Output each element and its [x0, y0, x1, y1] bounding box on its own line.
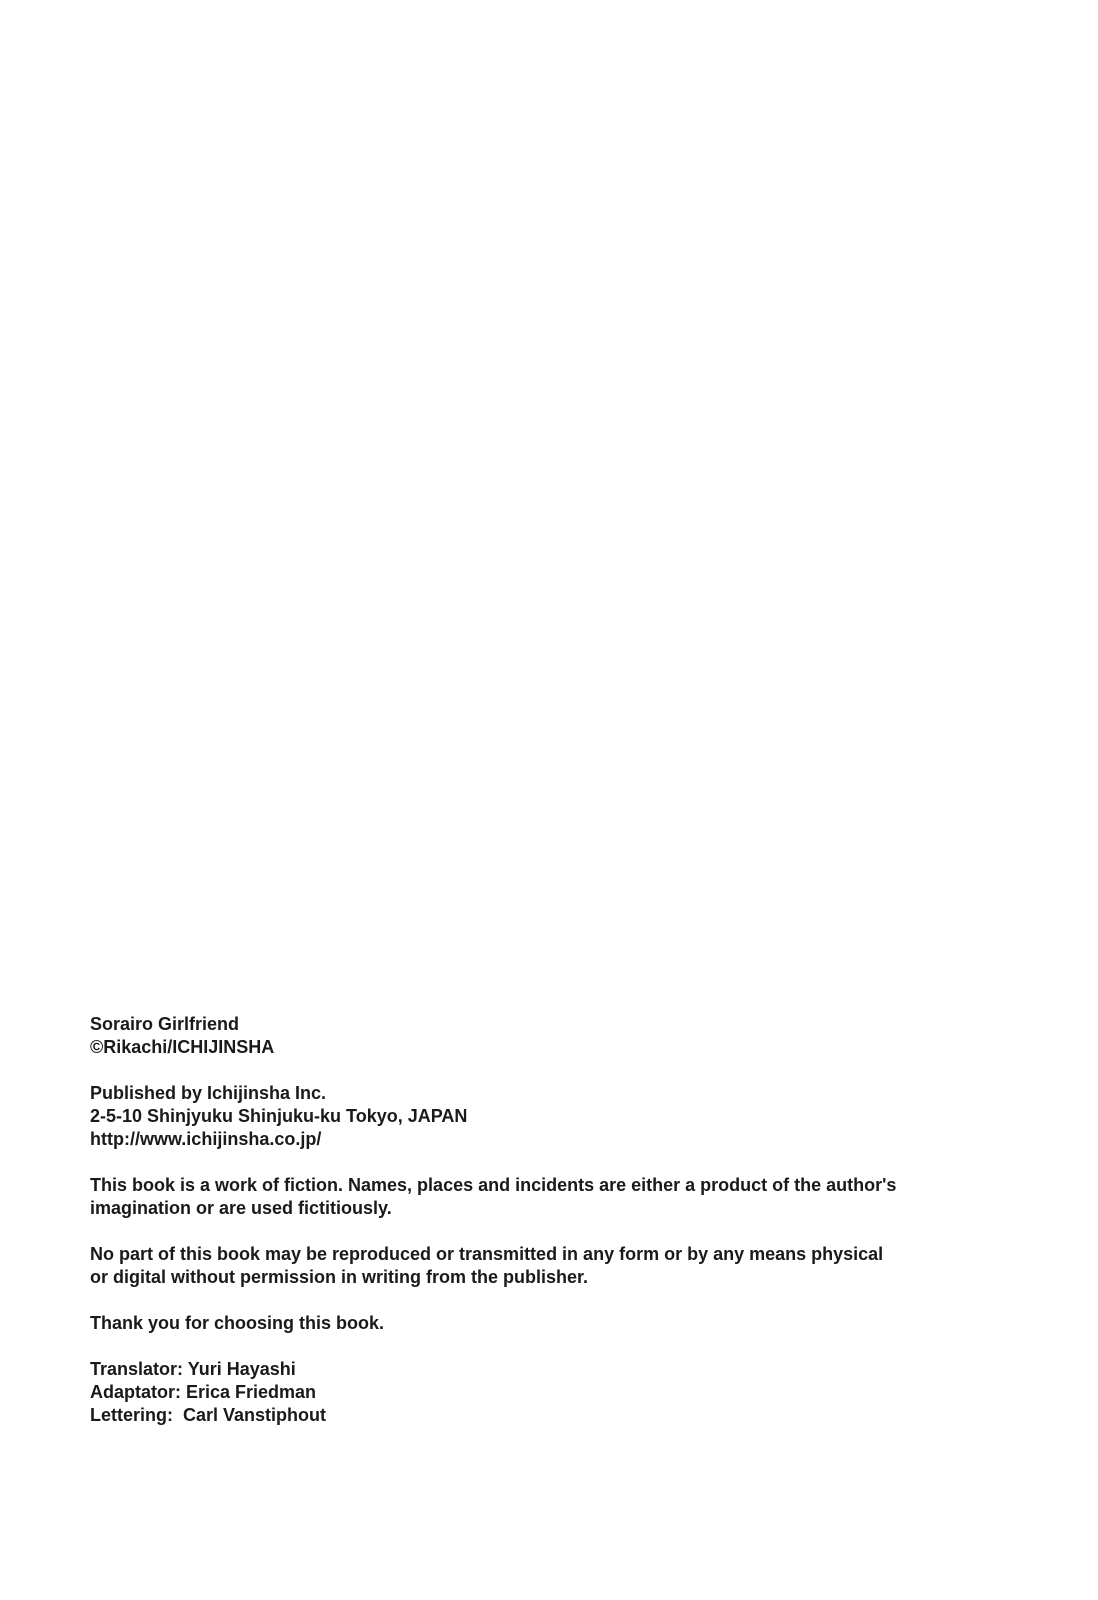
thank-you-line: Thank you for choosing this book.	[90, 1313, 385, 1333]
book-title: Sorairo Girlfriend	[90, 1014, 240, 1034]
rights-notice-line-1: No part of this book may be reproduced or transmitted in any form or by any means physical	[90, 1244, 884, 1264]
fiction-disclaimer-line-1: This book is a work of fiction. Names, places and incidents are either a product of the author's	[90, 1175, 897, 1195]
publisher-address: 2-5-10 Shinjyuku Shinjuku-ku Tokyo, JAPAN	[90, 1106, 468, 1126]
publisher-url: http://www.ichijinsha.co.jp/	[90, 1129, 322, 1149]
fiction-disclaimer-line-2: imagination or are used fictitiously.	[90, 1198, 392, 1218]
credit-lettering: Lettering: Carl Vanstiphout	[90, 1405, 327, 1425]
credit-adaptator: Adaptator: Erica Friedman	[90, 1382, 317, 1402]
colophon-text-block	[90, 1013, 896, 1427]
copyright-line: ©Rikachi/ICHIJINSHA	[90, 1037, 275, 1057]
publisher-name: Published by Ichijinsha Inc.	[90, 1083, 327, 1103]
credit-translator: Translator: Yuri Hayashi	[90, 1359, 296, 1379]
rights-notice-line-2: or digital without permission in writing from the publisher.	[90, 1267, 589, 1287]
